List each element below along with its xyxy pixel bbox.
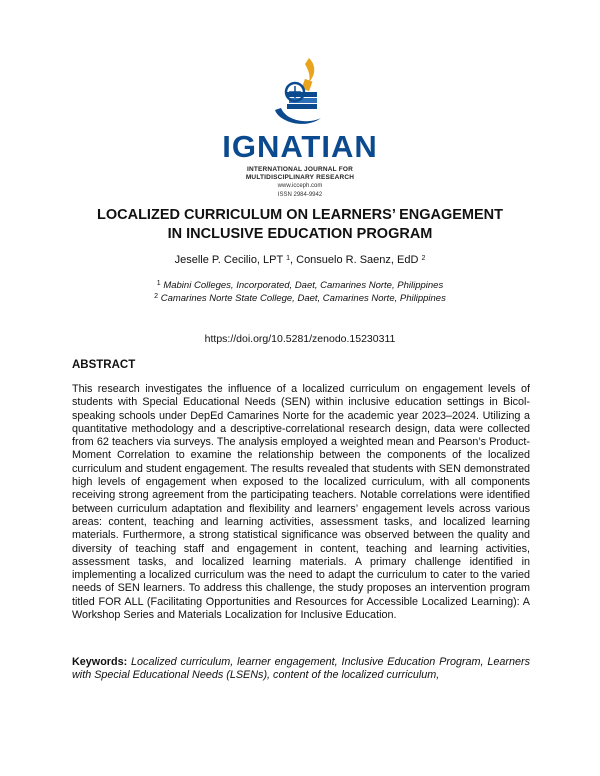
journal-contact — [0, 182, 600, 200]
author-list — [0, 253, 600, 267]
doi-link[interactable]: https://doi.org/10.5281/zenodo.15230311 — [204, 333, 396, 345]
affiliation-text: Mabini Colleges, Incorporated, Daet, Camarines Norte, Philippines — [163, 280, 444, 291]
paper-title — [60, 206, 540, 244]
abstract-body: This research investigates the influence of a localized curriculum on engagement levels of students with Special Educational Needs (SEN) within inclusive education settings in Bicol-speaking schools under DepEd Camarines Norte for the academic year 2023–2024. Utilizing a quantitative methodology and a descriptive-correlational research design, data were collected from 62 teachers via surveys. The analysis employed a weighted mean and Pearson’s Product-Moment Correlation to examine the relationship between the components of the localized curriculum and student engagement. The results revealed that students with SEN demonstrated high levels of engagement when exposed to the localized curriculum, with all components receiving strong agreement from the participating teachers. Notable correlations were identified between curriculum adaptation and flexibility and learners’ engagement levels across various areas: content, teaching and learning activities, assessment tasks, and localized learning materials. Furthermore, a strong statistical significance was observed between the quality and diversity of teaching staff and engagement in content, teaching and learning activities, assessment tasks, and localized learning materials. A primary challenge identified in implementing a localized curriculum was the need to adapt the curriculum to cater to the varied needs of SEN learners. To address this challenge, the study proposes an intervention program titled FOR ALL (Facilitating Opportunities and Resources for Accessible Localized Learning): A Workshop Series and Materials Localization for Inclusive Education. — [72, 383, 530, 622]
author-separator: , — [290, 254, 297, 266]
paper-title-line-1: LOCALIZED CURRICULUM ON LEARNERS’ ENGAGEMENT — [97, 207, 503, 223]
affiliation-text: Camarines Norte State College, Daet, Camarines Norte, Philippines — [160, 293, 446, 304]
keywords-text: Localized curriculum, learner engagement, Inclusive Education Program, Learners with Special Educational Needs (LSENs), content of the localized curriculum, — [72, 656, 531, 682]
journal-subtitle-line-1: INTERNATIONAL JOURNAL FOR — [246, 166, 354, 173]
author-affiliation-mark: 2 — [421, 255, 426, 262]
journal-issn: ISSN 2984-9942 — [277, 192, 323, 198]
journal-subtitle-line-2: MULTIDISCIPLINARY RESEARCH — [245, 173, 355, 181]
journal-website[interactable]: www.icceph.com — [277, 183, 323, 189]
author-name: Jeselle P. Cecilio, LPT — [174, 254, 284, 266]
journal-subtitle — [0, 166, 600, 181]
paper-title-line-2: IN INCLUSIVE EDUCATION PROGRAM — [167, 226, 433, 242]
journal-name: IGNATIAN — [222, 129, 378, 164]
author-name: Consuelo R. Saenz, EdD — [296, 254, 419, 266]
affiliation-1 — [0, 280, 600, 292]
keywords-label: Keywords: — [72, 656, 128, 668]
logo-emblem-icon — [265, 52, 335, 128]
journal-logo — [0, 52, 600, 128]
affiliation-mark: 2 — [154, 293, 159, 300]
keywords — [72, 656, 530, 683]
author-affiliation-mark: 1 — [286, 255, 290, 262]
abstract-heading: ABSTRACT — [72, 359, 136, 371]
affiliation-2 — [0, 293, 600, 305]
affiliation-mark: 1 — [156, 280, 161, 287]
